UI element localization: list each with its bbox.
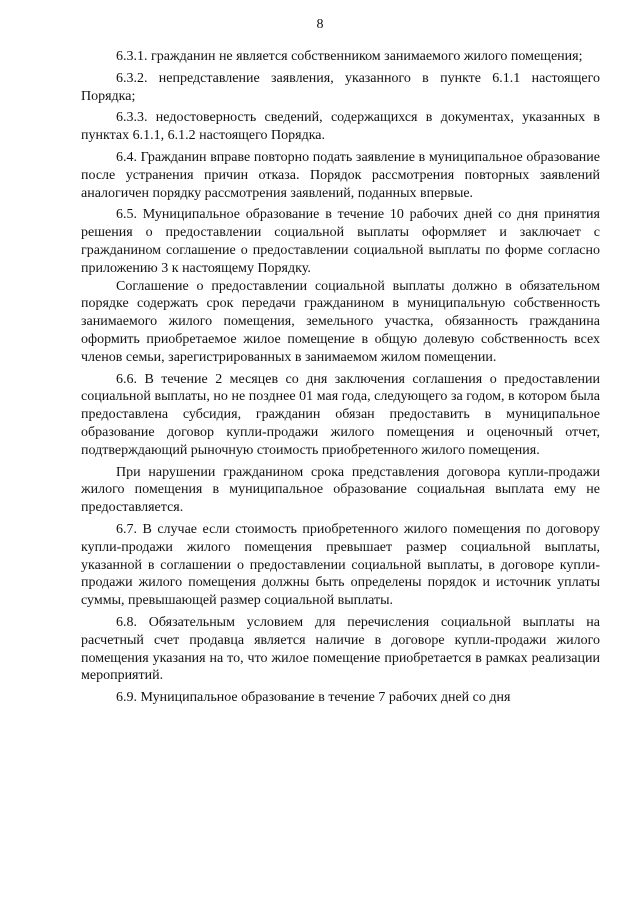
paragraph-6-4: 6.4. Гражданин вправе повторно подать заявление в муниципальное образование после устранения причин отказа. Порядок рассмотрения повторных заявлений аналогичен порядку рассмотрения заявлений, поданных впервые.	[81, 149, 600, 201]
page-number: 8	[316, 17, 324, 32]
paragraph-6-5: 6.5. Муниципальное образование в течение 10 рабочих дней со дня принятия решения о предоставлении социальной выплаты оформляет и заключает с гражданином соглашение о предоставлении социальной выплаты по форме согласно приложению 3 к настоящему Порядку.	[81, 207, 600, 276]
paragraph-6-8: 6.8. Обязательным условием для перечисления социальной выплаты на расчетный счет продавца является наличие в договоре купли-продажи жилого помещения указания на то, что жилое помещение приобретается в рамках реализации мероприятий.	[81, 614, 600, 684]
paragraph-6-3-2: 6.3.2. непредставление заявления, указанного в пункте 6.1.1 настоящего Порядка;	[81, 70, 600, 104]
paragraph-6-7: 6.7. В случае если стоимость приобретенного жилого помещения по договору купли-продажи жилого помещения превышает размер социальной выплаты, указанной в соглашении о предоставлении социальной выплаты, в договоре купли-продажи жилого помещения должны быть определены порядок и источник уплаты суммы, превышающей размер социальной выплаты.	[81, 521, 600, 609]
paragraph-6-6: 6.6. В течение 2 месяцев со дня заключения соглашения о предоставлении социальной выплаты, но не позднее 01 мая года, следующего за годом, в котором была предоставлена субсидия, гражданин обязан предоставить в муниципальное образование договор купли-продажи жилого помещения и оценочный отчет, подтверждающий рыночную стоимость приобретенного жилого помещения.	[81, 371, 600, 458]
document-body	[81, 48, 600, 711]
paragraph-deadline-violation: При нарушении гражданином срока представления договора купли-продажи жилого помещения в муниципальное образование социальная выплата ему не предоставляется.	[81, 464, 600, 516]
paragraph-6-9: 6.9. Муниципальное образование в течение 7 рабочих дней со дня	[116, 690, 511, 706]
paragraph-6-3-1: 6.3.1. гражданин не является собственником занимаемого жилого помещения;	[116, 49, 583, 64]
paragraph-6-3-3: 6.3.3. недостоверность сведений, содержащихся в документах, указанных в пунктах 6.1.1, 6.1.2 настоящего Порядка.	[81, 110, 600, 144]
paragraph-agreement-content: Соглашение о предоставлении социальной выплаты должно в обязательном порядке содержать срок передачи гражданином в муниципальную собственность занимаемого жилого помещения, земельного участка, обязанность гражданина оформить приобретаемое жилое помещение в общую долевую собственность всех членов семьи, зарегистрированных в занимаемом жилом помещении.	[81, 278, 600, 365]
